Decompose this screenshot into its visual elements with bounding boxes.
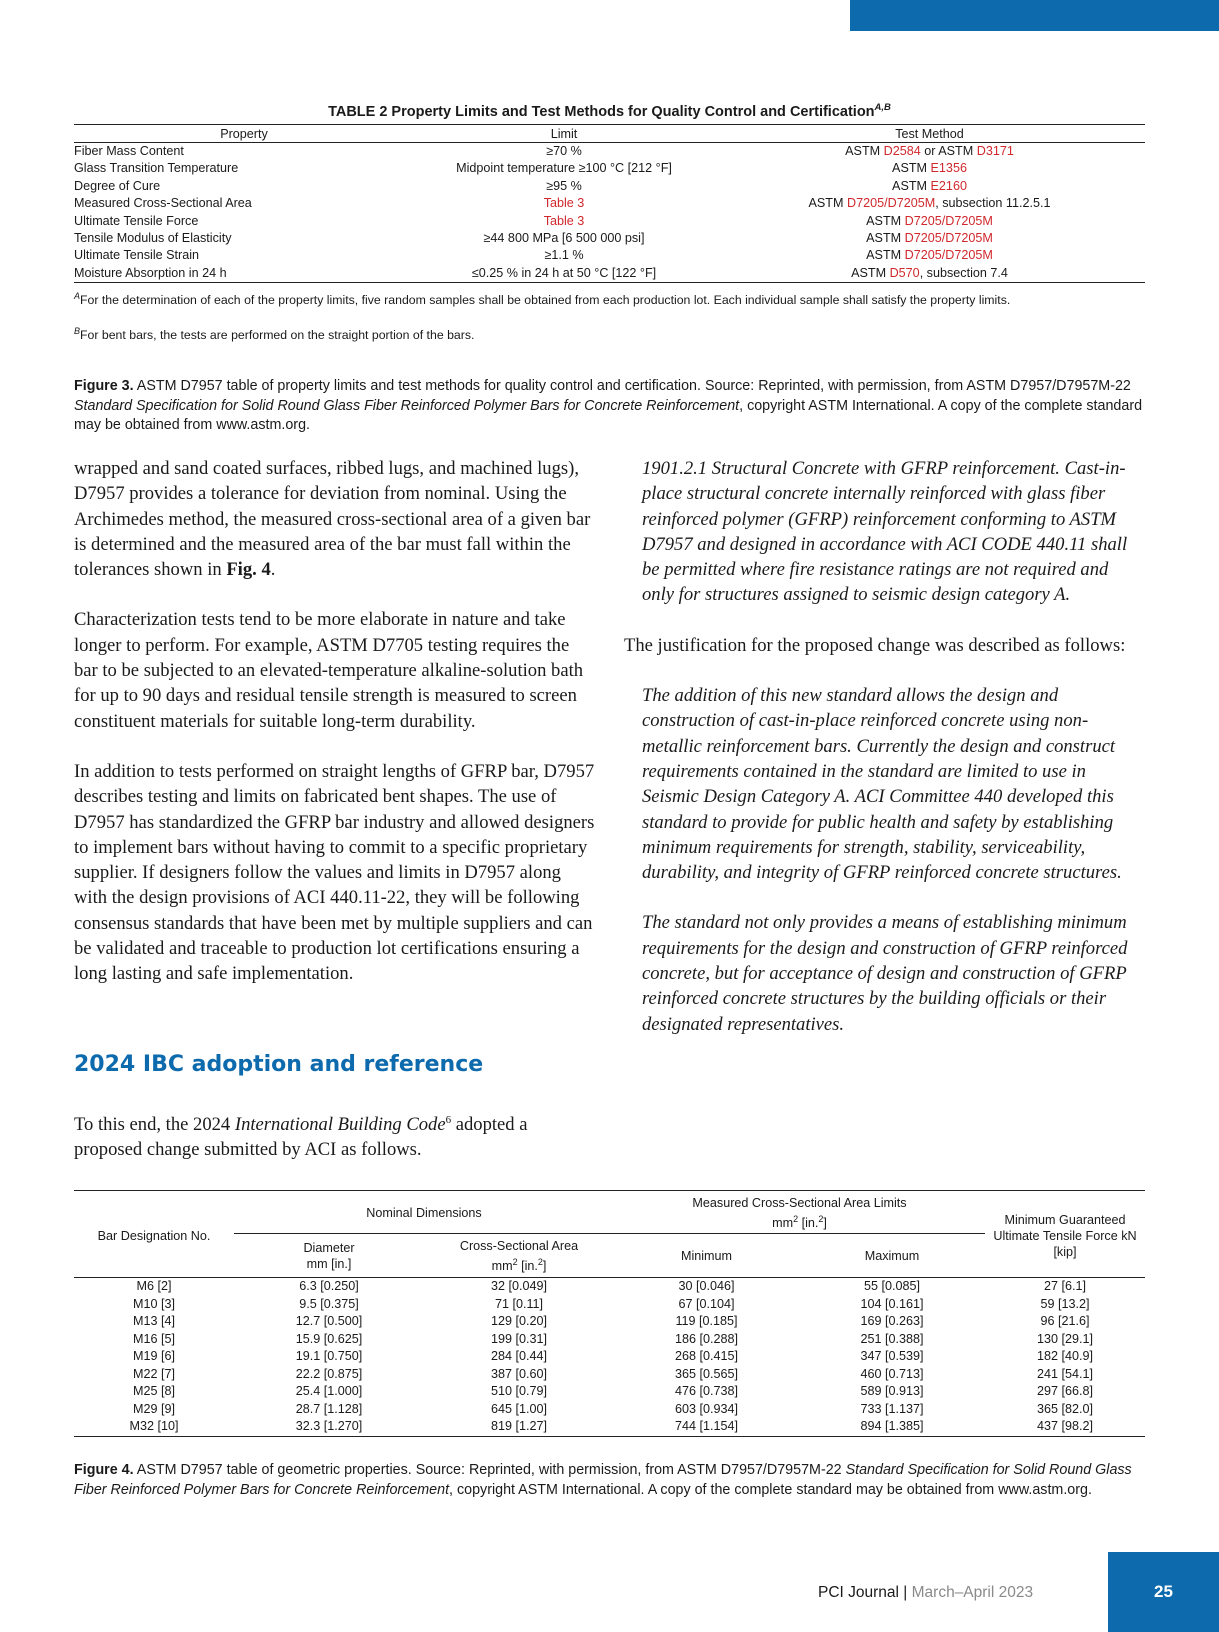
table4-cell-minimum: 67 [0.104]: [678, 1296, 735, 1311]
table4-cell-diameter: 15.9 [0.625]: [295, 1331, 363, 1346]
table2-cell-property: Ultimate Tensile Force: [74, 213, 199, 228]
left-column-after-heading: [74, 1108, 596, 1188]
right-column: [624, 456, 1129, 1062]
table4-cell-diameter: 6.3 [0.250]: [299, 1279, 359, 1294]
table4-cell-minimum: 268 [0.415]: [674, 1349, 739, 1364]
table2-cell-property: Moisture Absorption in 24 h: [74, 265, 414, 283]
standard-link[interactable]: D3171: [976, 144, 1014, 158]
table4-cell-maximum: 733 [1.137]: [860, 1401, 924, 1416]
table4-cell-maximum: 251 [0.388]: [860, 1331, 924, 1346]
figure3-caption: Figure 3. ASTM D7957 table of property limits and test methods for quality control and certification. Source: Reprinted, with permission, from ASTM D7957/D7957M-22 Standard Specification for Solid Round Glass Fiber Reinforced Polymer Bars for Concrete Reinforcement, copyright ASTM International. A copy of the complete standard may be obtained from www.astm.org.: [74, 378, 1143, 433]
table2-cell-method: [714, 213, 1145, 230]
table4-cell-tensile-force: 182 [40.9]: [1036, 1349, 1094, 1364]
table2-cell-limit: ≥95 %: [546, 178, 582, 193]
table4-cell-area: 284 [0.44]: [490, 1349, 548, 1364]
table4-cell-minimum: 30 [0.046]: [678, 1279, 735, 1294]
table4-cell-diameter: 22.2 [0.875]: [295, 1366, 363, 1381]
table4-cell-minimum: 476 [0.738]: [674, 1384, 739, 1399]
table4-row: [74, 1296, 1145, 1314]
standard-link[interactable]: E2160: [930, 178, 967, 193]
table4-cell-diameter: 25.4 [1.000]: [295, 1384, 363, 1399]
method-text: , subsection 7.4: [919, 265, 1008, 280]
table2-row: [74, 160, 1145, 177]
table2-cell-limit: ≥44 800 MPa [6 500 000 psi]: [483, 231, 645, 246]
table2-row: [74, 178, 1145, 195]
table4-cell-tensile-force: 297 [66.8]: [1036, 1384, 1094, 1399]
figure4-caption: Figure 4. ASTM D7957 table of geometric properties. Source: Reprinted, with permission, from ASTM D7957/D7957M-22 Standard Specification for Solid Round Glass Fiber Reinforced Polymer Bars for Concrete Reinforcement, copyright ASTM International. A copy of the complete standard may be obtained from www.astm.org.: [74, 1462, 1132, 1498]
table4-cell-tensile-force: 365 [82.0]: [1036, 1401, 1094, 1416]
table2-property-limits: [74, 124, 1145, 283]
table2-cell-limit: Table 3: [543, 196, 585, 211]
table4-cell-area: 645 [1.00]: [490, 1401, 548, 1416]
table2-cell-method: [714, 143, 1145, 161]
table2-row: [74, 265, 1145, 283]
top-accent-bar: [850, 0, 1219, 31]
table4-cell-minimum: 744 [1.154]: [614, 1418, 799, 1436]
table4-header-bar: Bar Designation No.: [74, 1191, 234, 1278]
table2-cell-limit: ≥1.1 %: [544, 248, 584, 263]
table2-header-test-method: Test Method: [714, 125, 1145, 143]
table2-cell-method: [714, 160, 1145, 177]
table4-cell-area: 819 [1.27]: [424, 1418, 614, 1436]
table4-cell-bar-designation: M25 [8]: [133, 1384, 175, 1399]
method-text: ASTM: [866, 213, 905, 228]
table2-row: [74, 213, 1145, 230]
left-paragraph-3: In addition to tests performed on straight lengths of GFRP bar, D7957 describes testing and limits on fabricated bent shapes. The use of D7957 has standardized the GFRP bar industry and allowed designers to implement bars without having to commit to a specific proprietary supplier. If designers follow the values and limits in D7957 along with the design provisions of ACI 440.11-22, they will be following consensus standards that have been met by multiple suppliers and can be validated and traceable to production lot certifications ensuring a long lasting and safe implementation.: [74, 760, 595, 985]
table4-cell-minimum: 603 [0.934]: [674, 1401, 739, 1416]
table2-cell-property: Measured Cross-Sectional Area: [74, 196, 252, 211]
table4-header-minimum: Minimum: [614, 1234, 799, 1278]
table4-cell-tensile-force: 59 [13.2]: [1040, 1296, 1090, 1311]
standard-link[interactable]: E1356: [930, 161, 967, 176]
table4-cell-bar-designation: M10 [3]: [133, 1296, 175, 1311]
table4-cell-area: 71 [0.11]: [494, 1296, 544, 1311]
method-text: ASTM: [845, 144, 884, 158]
footer-journal: PCI Journal | March–April 2023: [818, 1584, 1034, 1601]
table4-geometric-properties: [74, 1190, 1145, 1437]
table4-cell-area: 129 [0.20]: [490, 1314, 548, 1329]
table4-cell-tensile-force: 241 [54.1]: [1036, 1366, 1094, 1381]
method-text: or ASTM: [920, 144, 977, 158]
table2-cell-method: [714, 230, 1145, 247]
table2-header-property: Property: [74, 125, 414, 143]
table4-row: [74, 1331, 1145, 1349]
table4-cell-area: 387 [0.60]: [490, 1366, 548, 1381]
method-text: ASTM: [808, 196, 847, 211]
method-text: ASTM: [866, 248, 905, 263]
table4-cell-tensile-force: 130 [29.1]: [1036, 1331, 1094, 1346]
table4-cell-bar-designation: M13 [4]: [133, 1314, 175, 1329]
method-text: ASTM: [892, 161, 931, 176]
standard-link[interactable]: D7205/D7205M: [904, 231, 993, 246]
table4-row: [74, 1348, 1145, 1366]
table4-header-area: Cross-Sectional Area $mm^2$ [in.$^2$]: [424, 1234, 614, 1278]
table4-header-nominal: Nominal Dimensions: [234, 1191, 614, 1234]
table2-row: [74, 247, 1145, 264]
left-paragraph-4: To this end, the 2024 International Building Code$^6$ adopted a proposed change submitted by ACI as follows.: [74, 1114, 528, 1161]
table2-footnote-b: $^B$For bent bars, the tests are performed on the straight portion of the bars.: [74, 326, 475, 343]
table2-cell-property: Ultimate Tensile Strain: [74, 248, 200, 263]
table2-cell-limit: Table 3: [543, 213, 585, 228]
table2-cell-method: [714, 178, 1145, 195]
table4-cell-diameter: 32.3 [1.270]: [234, 1418, 424, 1436]
table2-cell-property: Fiber Mass Content: [74, 144, 184, 158]
table4-cell-area: 199 [0.31]: [490, 1331, 548, 1346]
table4-header-min-tensile: Minimum Guaranteed Ultimate Tensile Force kN [kip]: [985, 1191, 1145, 1278]
table2-row: [74, 143, 1145, 161]
standard-link[interactable]: D2584: [883, 144, 921, 158]
justification-quote-2: The standard not only provides a means of establishing minimum requirements for the design and construction of GFRP reinforced concrete, but for acceptance of design and construction of GFRP reinforced concrete structures by the building officials or their designated representatives.: [642, 912, 1128, 1035]
table4-cell-tensile-force: 27 [6.1]: [1043, 1279, 1086, 1294]
page-number: 25: [1108, 1552, 1219, 1632]
standard-link[interactable]: D7205/D7205M: [904, 248, 993, 263]
table4-cell-maximum: 55 [0.085]: [863, 1279, 921, 1294]
table2-cell-method: [714, 195, 1145, 212]
table2-cell-method: [714, 247, 1145, 264]
method-text: ASTM: [892, 178, 931, 193]
table4-cell-bar-designation: M19 [6]: [133, 1349, 175, 1364]
standard-link[interactable]: D7205/D7205M: [846, 196, 936, 211]
method-text: , subsection 11.2.5.1: [935, 196, 1051, 211]
standard-link[interactable]: D7205/D7205M: [904, 213, 993, 228]
method-text: ASTM: [851, 265, 890, 280]
justification-quote-1: The addition of this new standard allows the design and construction of cast-in-place reinforced concrete using non-metallic reinforcement bars. Currently the design and construct requirements contained in the standard are limited to use in Seismic Design Category A. ACI Committee 440 developed this standard to provide for public health and safety by establishing minimum requirements for strength, stability, serviceability, durability, and integrity of GFRP reinforced concrete structures.: [642, 685, 1122, 884]
table4-cell-bar-designation: M32 [10]: [74, 1418, 234, 1436]
table4-cell-minimum: 365 [0.565]: [674, 1366, 739, 1381]
table4-row: [74, 1278, 1145, 1296]
figure4-reference: Fig. 4: [226, 559, 271, 581]
table2-cell-property: Degree of Cure: [74, 178, 161, 193]
table4-header-maximum: Maximum: [799, 1234, 985, 1278]
table4-cell-area: 32 [0.049]: [490, 1279, 548, 1294]
table4-header-measured: Measured Cross-Sectional Area Limits $mm^2$ [in.$^2$]: [614, 1191, 985, 1234]
table4-cell-bar-designation: M16 [5]: [133, 1331, 175, 1346]
ibc-quote-1901: 1901.2.1 Structural Concrete with GFRP reinforcement. Cast-in-place structural concrete internally reinforced with glass fiber reinforced polymer (GFRP) reinforcement conforming to ASTM D7957 and designed in accordance with ACI CODE 440.11 shall be permitted where fire resistance ratings are not required and only for structures assigned to seismic design category A.: [642, 458, 1128, 606]
table4-cell-diameter: 19.1 [0.750]: [295, 1349, 363, 1364]
table2-cell-method: [714, 265, 1145, 283]
table4-cell-minimum: 119 [0.185]: [675, 1314, 738, 1329]
table4-cell-maximum: 460 [0.713]: [860, 1366, 924, 1381]
table4-row: [74, 1401, 1145, 1419]
left-paragraph-1: wrapped and sand coated surfaces, ribbed lugs, and machined lugs), D7957 provides a tolerance for deviation from nominal. Using the Archimedes method, the measured cross-sectional area of a given bar is determined and the measured area of the bar must fall within the tolerances shown in Fig. 4.: [74, 458, 591, 581]
method-text: ASTM: [866, 231, 905, 246]
table2-cell-property: Tensile Modulus of Elasticity: [74, 231, 232, 246]
section-heading: 2024 IBC adoption and reference: [74, 1052, 484, 1077]
table4-row: [74, 1383, 1145, 1401]
table4-cell-diameter: 12.7 [0.500]: [295, 1314, 363, 1329]
table4-cell-diameter: 9.5 [0.375]: [299, 1296, 359, 1311]
table4-cell-maximum: 894 [1.385]: [799, 1418, 985, 1436]
table2-cell-limit: ≤0.25 % in 24 h at 50 °C [122 °F]: [414, 265, 714, 283]
table4-row: [74, 1313, 1145, 1331]
table2-header-limit: Limit: [414, 125, 714, 143]
table4-cell-maximum: 104 [0.161]: [860, 1296, 924, 1311]
table2-title: TABLE 2 Property Limits and Test Methods for Quality Control and Certification$^{A,B}$: [328, 102, 891, 120]
table2-cell-limit: ≥70 %: [546, 144, 582, 158]
table4-cell-maximum: 589 [0.913]: [860, 1384, 924, 1399]
table4-header-diameter: Diameter mm [in.]: [234, 1234, 424, 1278]
table4-cell-area: 510 [0.79]: [490, 1384, 548, 1399]
table2-cell-limit: Midpoint temperature ≥100 °C [212 °F]: [456, 161, 672, 176]
table4-cell-maximum: 347 [0.539]: [860, 1349, 924, 1364]
table2-cell-property: Glass Transition Temperature: [74, 161, 239, 176]
left-paragraph-2: Characterization tests tend to be more elaborate in nature and take longer to perform. For example, ASTM D7705 testing requires the bar to be subjected to an elevated-temperature alkaline-solution bath for up to 90 days and residual tensile strength is measured to screen constituent materials for suitable long-term durability.: [74, 609, 584, 732]
table4-row: [74, 1418, 1145, 1436]
table4-cell-diameter: 28.7 [1.128]: [295, 1401, 363, 1416]
table4-cell-maximum: 169 [0.263]: [860, 1314, 924, 1329]
table2-footnote-a: $^A$For the determination of each of the property limits, five random samples shall be obtained from each production lot. Each individual sample shall satisfy the property limits.: [74, 291, 1011, 308]
table4-cell-minimum: 186 [0.288]: [674, 1331, 739, 1346]
table2-row: [74, 195, 1145, 212]
table4-cell-tensile-force: 437 [98.2]: [985, 1418, 1145, 1436]
table4-row: [74, 1366, 1145, 1384]
table4-cell-tensile-force: 96 [21.6]: [1040, 1314, 1090, 1329]
left-column: [74, 456, 596, 1012]
standard-link[interactable]: D570: [889, 265, 920, 280]
table4-cell-bar-designation: M6 [2]: [136, 1279, 172, 1294]
table4-cell-bar-designation: M22 [7]: [133, 1366, 175, 1381]
table4-cell-bar-designation: M29 [9]: [133, 1401, 175, 1416]
right-paragraph-justification: The justification for the proposed change was described as follows:: [624, 634, 1126, 656]
table2-row: [74, 230, 1145, 247]
